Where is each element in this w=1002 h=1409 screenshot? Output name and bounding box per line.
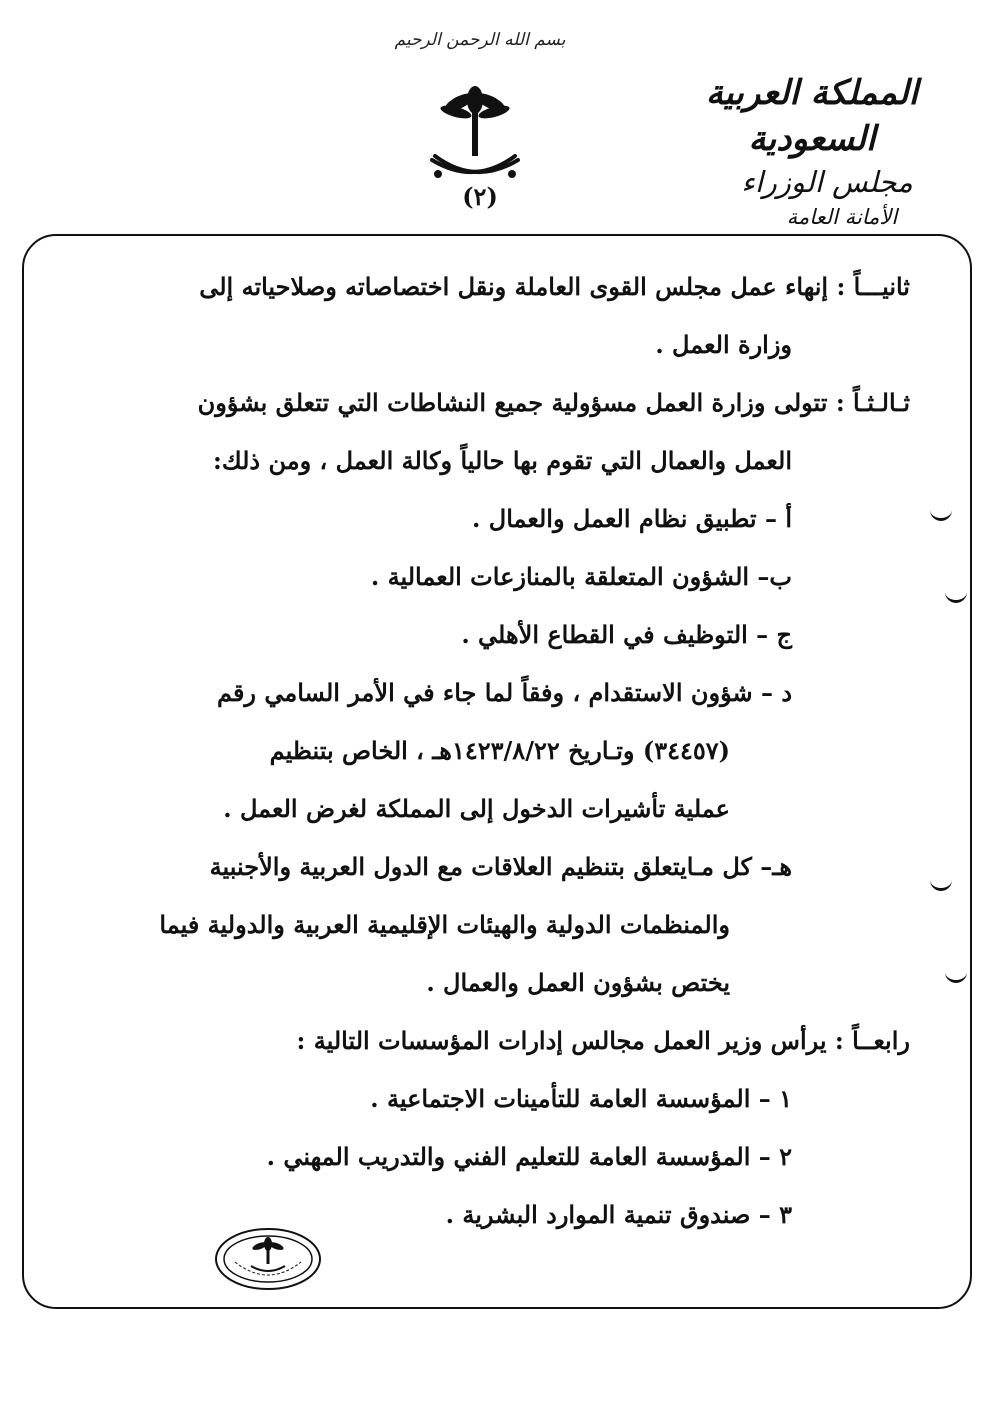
body-line: (٣٤٤٥٧) وتـاريخ ١٤٢٣/٨/٢٢هـ ، الخاص بتنظيم xyxy=(269,736,730,765)
body-line: ٢ – المؤسسة العامة للتعليم الفني والتدريب المهني . xyxy=(266,1142,792,1171)
body-line: ج – التوظيف في القطاع الأهلي . xyxy=(461,620,792,649)
decision-body xyxy=(50,258,910,1244)
body-line: ب– الشؤون المتعلقة بالمنازعات العمالية . xyxy=(370,562,792,591)
body-line: ثانيـــاً : إنهاء عمل مجلس القوى العاملة ونقل اختصاصاته وصلاحياته إلى xyxy=(199,272,910,301)
body-line: هـ– كل مـايتعلق بتنظيم العلاقات مع الدول العربية والأجنبية xyxy=(209,852,792,881)
body-line: ١ – المؤسسة العامة للتأمينات الاجتماعية . xyxy=(370,1084,792,1113)
body-line: د – شؤون الاستقدام ، وفقاً لما جاء في الأمر السامي رقم xyxy=(216,678,792,707)
body-line: والمنظمات الدولية والهيئات الإقليمية العربية والدولية فيما xyxy=(159,910,730,939)
body-line: ٣ – صندوق تنمية الموارد البشرية . xyxy=(445,1200,792,1229)
body-line: رابعــاً : يرأس وزير العمل مجالس إدارات المؤسسات التالية : xyxy=(296,1026,910,1055)
basmala: بسم الله الرحمن الرحيم xyxy=(394,30,566,50)
palm-swords-emblem-icon xyxy=(420,78,530,193)
body-line: العمل والعمال التي تقوم بها حالياً وكالة العمل ، ومن ذلك: xyxy=(213,446,792,475)
official-seal-icon xyxy=(213,1226,323,1292)
council-title: مجلس الوزراء xyxy=(741,165,913,199)
body-line: عملية تأشيرات الدخول إلى المملكة لغرض العمل . xyxy=(223,794,730,823)
body-line: ثـالـثـاً : تتولى وزارة العمل مسؤولية جميع النشاطات التي تتعلق بشؤون xyxy=(197,388,910,417)
kingdom-title: المملكة العربية السعودية xyxy=(705,73,919,159)
secretariat-title: الأمانة العامة xyxy=(786,205,898,229)
body-line: يختص بشؤون العمل والعمال . xyxy=(426,968,730,997)
letterhead xyxy=(662,70,962,232)
page-number: (٢) xyxy=(462,182,498,211)
body-line: وزارة العمل . xyxy=(655,330,792,359)
body-line: أ – تطبيق نظام العمل والعمال . xyxy=(472,504,792,533)
